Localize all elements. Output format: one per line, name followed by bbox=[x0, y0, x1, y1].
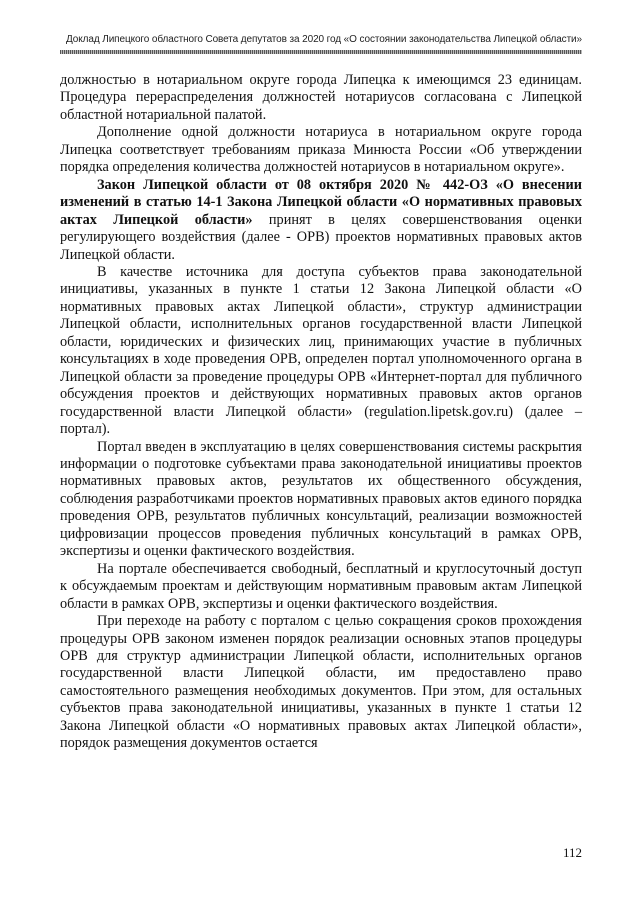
paragraph-law bbox=[60, 177, 582, 264]
law-description: принят в целях совершенствования оценки регулирующего воздействия (далее - ОРВ) проектов нормативных правовых актов Липецкой области. bbox=[60, 211, 582, 263]
header-divider bbox=[60, 50, 582, 54]
document-body bbox=[60, 72, 582, 753]
paragraph-notary-addition: Дополнение одной должности нотариуса в нотариальном округе города Липецка соответствует требованиям приказа Минюста России «Об утверждении порядка определения количества должностей нотариусов в нотариальном округе». bbox=[60, 124, 582, 176]
paragraph-portal-access: На портале обеспечивается свободный, бесплатный и круглосуточный доступ к обсуждаемым проектам и действующим нормативным правовым актам Липецкой области в рамках ОРВ, экспертизы и оценки фактического воздействия. bbox=[60, 560, 582, 612]
paragraph-portal-purpose: Портал введен в эксплуатацию в целях совершенствования системы раскрытия информации о подготовке субъектами права законодательной инициативы проектов нормативных правовых актов, результатов их общественного обсуждения, соблюдения разработчиками проектов нормативных правовых актов единого порядка проведения ОРВ, результатов публичных консультаций, реализации возможностей цифровизации процессов проведения публичных консультаций в рамках ОРВ, экспертизы и оценки фактического воздействия. bbox=[60, 438, 582, 560]
law-title: Закон Липецкой области от 08 октября 2020 № 442-ОЗ «О внесении изменений в статью 14-1 Закона Липецкой области «О нормативных правовых актах Липецкой области» bbox=[60, 176, 582, 228]
paragraph-continuation: должностью в нотариальном округе города Липецка к имеющимся 23 единицам. Процедура перераспределения должностей нотариусов согласована с Липецкой областной нотариальной палатой. bbox=[60, 72, 582, 123]
paragraph-procedure-change: При переходе на работу с порталом с целью сокращения сроков прохождения процедуры ОРВ законом изменен порядок реализации основных этапов процедуры ОРВ для структур администрации Липецкой области, исполнительных органов государственной власти Липецкой области, им предоставлено право самостоятельного размещения необходимых документов. При этом, для остальных субъектов права законодательной инициативы, указанных в пункте 1 статьи 12 Закона Липецкой области «О нормативных правовых актах Липецкой области», порядок размещения документов остается bbox=[60, 613, 582, 752]
paragraph-portal-source: В качестве источника для доступа субъектов права законодательной инициативы, указанных в пункте 1 статьи 12 Закона Липецкой области «О нормативных правовых актах Липецкой области», структур администрации Липецкой области, исполнительных органов государственной власти Липецкой области, юридических и физических лиц, принимающих участие в публичных консультациях в ходе проведения ОРВ, определен портал уполномоченного органа в Липецкой области за проведение процедуры ОРВ «Интернет-портал для публичного обсуждения проектов и действующих нормативных правовых актов органов государственной власти Липецкой области» (regulation.lipetsk.gov.ru) (далее – портал). bbox=[60, 263, 582, 438]
page-number: 112 bbox=[562, 845, 582, 860]
running-header: Доклад Липецкого областного Совета депутатов за 2020 год «О состоянии законодательства Липецкой области» bbox=[65, 34, 582, 45]
